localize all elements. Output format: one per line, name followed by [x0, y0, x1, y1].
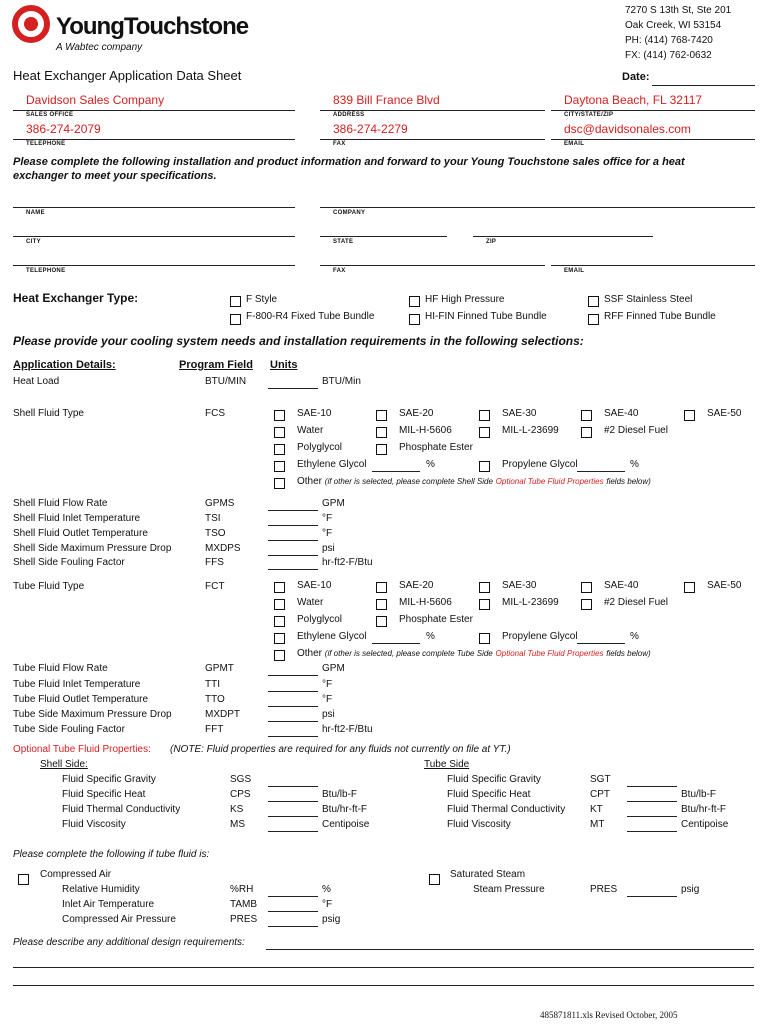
name-field[interactable] — [13, 207, 295, 208]
hx-type-checkbox-f[interactable] — [230, 296, 241, 307]
air-param-label: Inlet Air Temperature — [62, 899, 155, 910]
shell-checkbox-milh5606[interactable] — [376, 427, 387, 438]
heat-load-unit: BTU/Min — [322, 376, 361, 387]
tube-other-note-link: Optional Tube Fluid Properties — [495, 649, 604, 658]
optional-title: Optional Tube Fluid Properties: — [13, 744, 151, 755]
tube-option-other — [297, 648, 651, 659]
shell-checkbox-phosphate[interactable] — [376, 444, 387, 455]
company-field[interactable] — [320, 207, 755, 208]
date-field[interactable] — [652, 85, 755, 86]
opt-tube-code: MT — [590, 819, 605, 830]
shell-checkbox-sae10[interactable] — [274, 410, 285, 421]
opt-tube-label: Fluid Specific Heat — [447, 789, 531, 800]
company-label: COMPANY — [333, 210, 366, 216]
shell-propylene-pct: % — [630, 459, 639, 470]
tube-option-phosphate: Phosphate Ester — [399, 614, 473, 625]
air-param-field[interactable] — [268, 896, 318, 897]
tube-checkbox-water[interactable] — [274, 599, 285, 610]
telephone-label: TELEPHONE — [26, 268, 66, 274]
tube-other-note-end: fields below) — [606, 649, 651, 658]
tube-param-unit: °F — [322, 694, 333, 705]
tube-checkbox-sae30[interactable] — [479, 582, 490, 593]
shell-checkbox-sae30[interactable] — [479, 410, 490, 421]
tube-option-propylene: Propylene Glycol — [502, 631, 578, 642]
name-label: NAME — [26, 210, 45, 216]
opt-tube-unit: Btu/lb-F — [681, 789, 717, 800]
tube-checkbox-other[interactable] — [274, 650, 285, 661]
tube-param-field[interactable] — [268, 691, 318, 692]
opt-tube-field[interactable] — [627, 831, 677, 832]
shell-propylene-pct-field[interactable] — [577, 471, 625, 472]
tube-checkbox-sae50[interactable] — [684, 582, 695, 593]
tube-ethylene-pct-field[interactable] — [372, 643, 420, 644]
air-param-label: Relative Humidity — [62, 884, 140, 895]
zip-field[interactable] — [473, 236, 653, 237]
office-phone: PH: (414) 768-7420 — [625, 35, 713, 46]
opt-tube-field[interactable] — [627, 801, 677, 802]
air-param-code: PRES — [230, 914, 258, 925]
hx-type-option-f: F Style — [246, 294, 278, 305]
shell-option-sae20: SAE-20 — [399, 408, 434, 419]
opt-tube-code: KT — [590, 804, 603, 815]
tube-checkbox-phosphate[interactable] — [376, 616, 387, 627]
steam-pressure-code: PRES — [590, 884, 618, 895]
address-line-1: 7270 S 13th St, Ste 201 — [625, 5, 732, 16]
city-field[interactable] — [13, 236, 295, 237]
shell-param-code: TSI — [205, 513, 221, 524]
shell-option-phosphate: Phosphate Ester — [399, 442, 473, 453]
opt-shell-code: MS — [230, 819, 245, 830]
footer-revision: 485871811.xls Revised October, 2005 — [540, 1010, 678, 1020]
shell-checkbox-sae20[interactable] — [376, 410, 387, 421]
shell-option-mill23699: MIL-L-23699 — [502, 425, 559, 436]
instructions-text: Please complete the following installation and product information and forward to your Young Touchstone sales office for a heat exchanger to meet your specifications. — [13, 156, 685, 182]
app-details-heading: Application Details: — [13, 359, 116, 371]
tube-side-heading: Tube Side — [424, 759, 470, 770]
shell-other-note: (if other is selected, please complete Shell Side — [324, 477, 493, 486]
hx-type-option-hf: HF High Pressure — [425, 294, 505, 305]
tube-propylene-pct-field[interactable] — [577, 643, 625, 644]
tube-option-sae50: SAE-50 — [707, 580, 742, 591]
air-param-unit: psig — [322, 914, 341, 925]
tube-param-label: Tube Fluid Inlet Temperature — [13, 679, 141, 690]
shell-param-label: Shell Fluid Outlet Temperature — [13, 528, 148, 539]
sales-citystatezip-label: CITY/STATE/ZIP — [564, 112, 614, 118]
hx-type-option-rff: RFF Finned Tube Bundle — [604, 311, 716, 322]
sales-citystatezip-value: Daytona Beach, FL 32117 — [564, 93, 703, 107]
shell-fluid-type-label: Shell Fluid Type — [13, 408, 84, 419]
hx-type-checkbox-hf[interactable] — [409, 296, 420, 307]
tube-checkbox-milh5606[interactable] — [376, 599, 387, 610]
shell-param-unit: °F — [322, 528, 333, 539]
sales-office-value: Davidson Sales Company — [26, 93, 165, 107]
tube-param-code: TTI — [205, 679, 220, 690]
shell-option-sae40: SAE-40 — [604, 408, 639, 419]
opt-shell-label: Fluid Viscosity — [62, 819, 126, 830]
address-line-2: Oak Creek, WI 53154 — [625, 20, 722, 31]
shell-checkbox-mill23699[interactable] — [479, 427, 490, 438]
shell-checkbox-diesel[interactable] — [581, 427, 592, 438]
saturated-steam-checkbox[interactable] — [429, 874, 440, 885]
shell-checkbox-other[interactable] — [274, 478, 285, 489]
compressed-air-checkbox[interactable] — [18, 874, 29, 885]
additional-field-2[interactable] — [13, 967, 754, 968]
shell-param-label: Shell Fluid Inlet Temperature — [13, 513, 141, 524]
shell-param-code: MXDPS — [205, 543, 241, 554]
steam-pressure-unit: psig — [681, 884, 700, 895]
shell-param-code: GPMS — [205, 498, 235, 509]
opt-tube-unit: Btu/hr-ft-F — [681, 804, 727, 815]
brand-name: YoungTouchstone — [56, 13, 249, 40]
fax-field[interactable] — [320, 265, 545, 266]
tube-option-sae30: SAE-30 — [502, 580, 537, 591]
hx-type-checkbox-hifin[interactable] — [409, 314, 420, 325]
tube-fluid-type-code: FCT — [205, 581, 225, 592]
shell-checkbox-propylene[interactable] — [479, 461, 490, 472]
tube-propylene-pct: % — [630, 631, 639, 642]
sales-fax-value: 386-274-2279 — [333, 122, 408, 136]
city-label: CITY — [26, 239, 41, 245]
shell-param-field[interactable] — [268, 510, 318, 511]
logo-core-icon — [24, 17, 38, 31]
tube-param-code: FFT — [205, 724, 224, 735]
compressed-air-label: Compressed Air — [40, 869, 112, 880]
units-heading: Units — [270, 359, 298, 371]
tube-checkbox-propylene[interactable] — [479, 633, 490, 644]
shell-option-milh5606: MIL-H-5606 — [399, 425, 452, 436]
hx-type-checkbox-ssf[interactable] — [588, 296, 599, 307]
tube-param-label: Tube Side Fouling Factor — [13, 724, 125, 735]
shell-param-field[interactable] — [268, 525, 318, 526]
shell-option-ethylene: Ethylene Glycol — [297, 459, 367, 470]
tube-other-note: (if other is selected, please complete Tube Side — [324, 649, 493, 658]
sales-address-label: ADDRESS — [333, 112, 365, 118]
opt-shell-field[interactable] — [268, 816, 318, 817]
tube-param-unit: GPM — [322, 663, 345, 674]
shell-param-code: FFS — [205, 557, 224, 568]
shell-param-unit: GPM — [322, 498, 345, 509]
tube-param-field[interactable] — [268, 736, 318, 737]
email-field[interactable] — [551, 265, 755, 266]
tube-checkbox-polyglycol[interactable] — [274, 616, 285, 627]
hx-type-option-f800: F-800-R4 Fixed Tube Bundle — [246, 311, 375, 322]
opt-shell-label: Fluid Specific Gravity — [62, 774, 156, 785]
air-param-code: TAMB — [230, 899, 258, 910]
tube-other-label: Other — [297, 648, 323, 659]
hx-type-option-hifin: HI-FIN Finned Tube Bundle — [425, 311, 547, 322]
opt-shell-field[interactable] — [268, 786, 318, 787]
tube-checkbox-mill23699[interactable] — [479, 599, 490, 610]
tube-param-label: Tube Fluid Outlet Temperature — [13, 694, 149, 705]
shell-param-unit: psi — [322, 543, 335, 554]
program-field-heading: Program Field — [179, 359, 253, 371]
shell-ethylene-pct-field[interactable] — [372, 471, 420, 472]
shell-other-note-end: fields below) — [606, 477, 651, 486]
opt-shell-code: CPS — [230, 789, 251, 800]
tube-option-sae10: SAE-10 — [297, 580, 332, 591]
opt-shell-label: Fluid Specific Heat — [62, 789, 146, 800]
tube-param-code: MXDPT — [205, 709, 240, 720]
telephone-field[interactable] — [13, 265, 295, 266]
shell-checkbox-water[interactable] — [274, 427, 285, 438]
opt-tube-label: Fluid Viscosity — [447, 819, 511, 830]
tube-option-sae40: SAE-40 — [604, 580, 639, 591]
state-label: STATE — [333, 239, 354, 245]
tube-fluid-type-label: Tube Fluid Type — [13, 581, 85, 592]
tube-option-water: Water — [297, 597, 324, 608]
tube-checkbox-sae20[interactable] — [376, 582, 387, 593]
shell-checkbox-polyglycol[interactable] — [274, 444, 285, 455]
opt-tube-unit: Centipoise — [681, 819, 729, 830]
tube-if-heading: Please complete the following if tube fluid is: — [13, 849, 210, 860]
tube-param-code: GPMT — [205, 663, 234, 674]
opt-tube-label: Fluid Thermal Conductivity — [447, 804, 566, 815]
shell-side-heading: Shell Side: — [40, 759, 88, 770]
shell-param-label: Shell Side Maximum Pressure Drop — [13, 543, 172, 554]
tube-option-sae20: SAE-20 — [399, 580, 434, 591]
sales-email-value: dsc@davidsonales.com — [564, 122, 691, 136]
steam-pressure-field[interactable] — [627, 896, 677, 897]
tube-checkbox-sae40[interactable] — [581, 582, 592, 593]
opt-shell-unit: Btu/lb-F — [322, 789, 358, 800]
tube-param-unit: hr-ft2-F/Btu — [322, 724, 373, 735]
hx-type-option-ssf: SSF Stainless Steel — [604, 294, 693, 305]
tube-checkbox-sae10[interactable] — [274, 582, 285, 593]
opt-shell-field[interactable] — [268, 831, 318, 832]
hx-type-checkbox-rff[interactable] — [588, 314, 599, 325]
tube-option-polyglycol: Polyglycol — [297, 614, 343, 625]
shell-param-field[interactable] — [268, 555, 318, 556]
tube-param-field[interactable] — [268, 706, 318, 707]
shell-other-note-link: Optional Tube Fluid Properties — [495, 477, 604, 486]
sales-fax-label: FAX — [333, 141, 346, 147]
tube-checkbox-ethylene[interactable] — [274, 633, 285, 644]
email-label: EMAIL — [564, 268, 585, 274]
air-param-field[interactable] — [268, 911, 318, 912]
shell-param-unit: °F — [322, 513, 333, 524]
tube-option-ethylene: Ethylene Glycol — [297, 631, 367, 642]
shell-option-other — [297, 476, 651, 487]
opt-shell-label: Fluid Thermal Conductivity — [62, 804, 181, 815]
state-field[interactable] — [320, 236, 447, 237]
shell-param-label: Shell Fluid Flow Rate — [13, 498, 108, 509]
tube-param-label: Tube Side Maximum Pressure Drop — [13, 709, 172, 720]
tube-option-diesel: #2 Diesel Fuel — [604, 597, 668, 608]
opt-tube-code: CPT — [590, 789, 610, 800]
shell-param-field[interactable] — [268, 540, 318, 541]
tube-param-unit: psi — [322, 709, 335, 720]
shell-option-water: Water — [297, 425, 324, 436]
opt-tube-code: SGT — [590, 774, 611, 785]
additional-field-3[interactable] — [13, 985, 754, 986]
sales-email-label: EMAIL — [564, 141, 585, 147]
heat-load-code: BTU/MIN — [205, 376, 247, 387]
shell-option-propylene: Propylene Glycol — [502, 459, 578, 470]
shell-option-polyglycol: Polyglycol — [297, 442, 343, 453]
heat-load-field[interactable] — [268, 388, 318, 389]
shell-checkbox-sae50[interactable] — [684, 410, 695, 421]
opt-shell-field[interactable] — [268, 801, 318, 802]
tube-param-unit: °F — [322, 679, 333, 690]
opt-shell-unit: Centipoise — [322, 819, 370, 830]
air-param-field[interactable] — [268, 926, 318, 927]
shell-param-code: TSO — [205, 528, 226, 539]
shell-option-sae30: SAE-30 — [502, 408, 537, 419]
sales-telephone-value: 386-274-2079 — [26, 122, 101, 136]
hx-type-checkbox-f800[interactable] — [230, 314, 241, 325]
zip-label: ZIP — [486, 239, 497, 245]
opt-tube-field[interactable] — [627, 816, 677, 817]
shell-option-sae50: SAE-50 — [707, 408, 742, 419]
opt-shell-code: SGS — [230, 774, 252, 785]
saturated-steam-label: Saturated Steam — [450, 869, 526, 880]
shell-ethylene-pct: % — [426, 459, 435, 470]
steam-pressure-label: Steam Pressure — [473, 884, 545, 895]
air-param-code: %RH — [230, 884, 254, 895]
heat-load-label: Heat Load — [13, 376, 60, 387]
sales-telephone-label: TELEPHONE — [26, 141, 66, 147]
shell-option-diesel: #2 Diesel Fuel — [604, 425, 668, 436]
air-param-unit: °F — [322, 899, 333, 910]
shell-option-sae10: SAE-10 — [297, 408, 332, 419]
air-param-label: Compressed Air Pressure — [62, 914, 176, 925]
sales-address-value: 839 Bill France Blvd — [333, 93, 440, 107]
additional-label: Please describe any additional design requirements: — [13, 937, 245, 948]
tube-param-field[interactable] — [268, 675, 318, 676]
shell-fluid-type-code: FCS — [205, 408, 225, 419]
shell-other-label: Other — [297, 476, 323, 487]
brand-subtitle: A Wabtec company — [56, 42, 143, 53]
fax-label: FAX — [333, 268, 346, 274]
shell-param-unit: hr-ft2-F/Btu — [322, 557, 373, 568]
tube-param-field[interactable] — [268, 721, 318, 722]
opt-shell-unit: Btu/hr-ft-F — [322, 804, 368, 815]
tube-checkbox-diesel[interactable] — [581, 599, 592, 610]
optional-note: (NOTE: Fluid properties are required for any fluids not currently on file at YT.) — [170, 744, 511, 755]
hx-type-label: Heat Exchanger Type: — [13, 291, 139, 305]
cooling-heading: Please provide your cooling system needs and installation requirements in the following selections: — [13, 334, 584, 348]
opt-tube-label: Fluid Specific Gravity — [447, 774, 541, 785]
office-fax: FX: (414) 762-0632 — [625, 50, 712, 61]
opt-tube-field[interactable] — [627, 786, 677, 787]
shell-param-field[interactable] — [268, 569, 318, 570]
air-param-unit: % — [322, 884, 331, 895]
sales-office-label: SALES OFFICE — [26, 112, 74, 118]
opt-shell-code: KS — [230, 804, 244, 815]
date-label: Date: — [622, 71, 650, 83]
additional-field-1[interactable] — [266, 949, 754, 950]
tube-option-mill23699: MIL-L-23699 — [502, 597, 559, 608]
tube-param-label: Tube Fluid Flow Rate — [13, 663, 108, 674]
tube-ethylene-pct: % — [426, 631, 435, 642]
tube-option-milh5606: MIL-H-5606 — [399, 597, 452, 608]
tube-param-code: TTO — [205, 694, 225, 705]
page-title: Heat Exchanger Application Data Sheet — [13, 68, 242, 83]
shell-param-label: Shell Side Fouling Factor — [13, 557, 125, 568]
shell-checkbox-sae40[interactable] — [581, 410, 592, 421]
shell-checkbox-ethylene[interactable] — [274, 461, 285, 472]
